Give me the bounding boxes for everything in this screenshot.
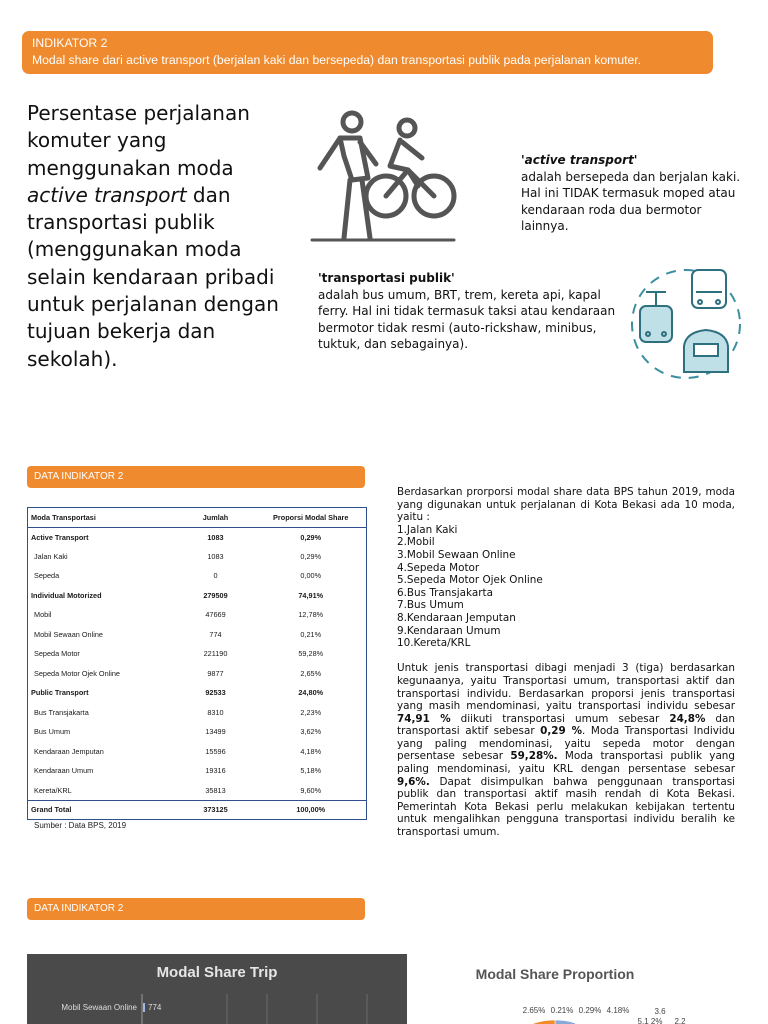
cell-jumlah: 35813: [205, 785, 226, 795]
pie-slice: [555, 1020, 576, 1024]
analysis-conclusion: [397, 662, 735, 838]
conclusion-bold: 74,91 %: [397, 712, 451, 725]
definition-public-term: 'transportasi publik': [318, 271, 455, 285]
list-item: 10.Kereta/KRL: [397, 637, 471, 650]
list-item: 5.Sepeda Motor Ojek Online: [397, 574, 543, 587]
table-row: [28, 800, 367, 820]
indicator-banner: [22, 31, 713, 74]
pedestrian-and-cyclist-icon: [304, 108, 458, 243]
table-row: [28, 683, 367, 703]
slice-label: 3.6: [654, 1007, 666, 1016]
cell-moda: Public Transport: [31, 688, 89, 698]
conclusion-part: Untuk jenis transportasi dibagi menjadi 3 (tiga) berdasarkan kegunaanya, yaitu Transportasi umum, transportasi aktif dan transportasi individu. Berdasarkan proporsi jenis transportasi yang masih mendominasi, yaitu transportasi individu sebesar: [397, 662, 735, 713]
cell-proporsi: 0,29%: [300, 551, 322, 561]
trip-chart-title: Modal Share Trip: [156, 964, 278, 981]
cell-moda: Jalan Kaki: [28, 547, 176, 567]
cell-jumlah: 373125: [176, 800, 256, 820]
cell-proporsi: 0,00%: [300, 571, 322, 581]
public-transit-icon: [626, 262, 746, 386]
cell-proporsi: 24,80%: [298, 688, 324, 698]
cell-proporsi: 100,00%: [256, 800, 367, 820]
conclusion-bold: 24,8%: [669, 712, 706, 725]
cell-moda: Grand Total: [28, 800, 176, 820]
cell-jumlah: 92533: [205, 688, 226, 698]
list-item: 3.Mobil Sewaan Online: [397, 548, 516, 561]
header-moda: Moda Transportasi: [28, 508, 176, 528]
cell-proporsi: 0,29%: [300, 532, 322, 542]
conclusion-part: Moda transportasi publik yang paling mendominasi, yaitu KRL dengan persentase sebesar: [397, 750, 735, 776]
conclusion-bold: 0,29 %: [540, 725, 583, 738]
cell-moda: Mobil Sewaan Online: [28, 625, 176, 645]
cell-jumlah: 221190: [203, 649, 228, 659]
cell-moda: Kendaraan Umum: [28, 761, 176, 781]
cell-jumlah: 13499: [205, 727, 226, 737]
cell-proporsi: 2,65%: [300, 668, 322, 678]
analysis-text: [397, 486, 735, 839]
cell-moda: Bus Transjakarta: [28, 703, 176, 723]
cell-moda: Individual Motorized: [31, 590, 102, 600]
pie-slice: [532, 1020, 556, 1024]
table-row: [28, 644, 367, 664]
cell-jumlah: 8310: [207, 707, 224, 717]
cell-proporsi: 0,21%: [300, 629, 322, 639]
cell-proporsi: 74,91%: [298, 590, 324, 600]
list-item: 2.Mobil: [397, 536, 435, 549]
slice-label: 0.21%: [550, 1006, 574, 1015]
cell-proporsi: 59,28%: [298, 649, 324, 659]
conclusion-part: diikuti transportasi umum sebesar: [450, 712, 670, 725]
list-item: 1.Jalan Kaki: [397, 523, 458, 536]
proportion-chart-title: Modal Share Proportion: [475, 966, 635, 982]
table-row: [28, 605, 367, 625]
cell-proporsi: 12,78%: [298, 610, 324, 620]
cell-moda: Kendaraan Jemputan: [28, 742, 176, 762]
cell-jumlah: 19316: [205, 766, 226, 776]
cell-jumlah: 0: [213, 571, 218, 581]
conclusion-bold: 59,28%.: [510, 750, 558, 763]
intro-text-1: Persentase perjalanan komuter yang menggunakan moda: [27, 101, 250, 180]
table-row: [28, 722, 367, 742]
table-row: [28, 742, 367, 762]
definition-active-transport: [521, 152, 751, 235]
section-header-data-1: DATA INDIKATOR 2: [27, 466, 365, 488]
cell-proporsi: 5,18%: [300, 766, 322, 776]
conclusion-part: dan transportasi aktif sebesar: [397, 712, 735, 738]
cell-moda: Kereta/KRL: [28, 781, 176, 801]
table-source: Sumber : Data BPS, 2019: [34, 821, 127, 830]
slice-label: 0.29%: [578, 1006, 602, 1015]
table-row: [28, 625, 367, 645]
list-item: 9.Kendaraan Umum: [397, 624, 501, 637]
bar: [143, 1003, 145, 1012]
header-proporsi: Proporsi Modal Share: [256, 508, 367, 528]
conclusion-bold: 9,6%.: [397, 775, 430, 788]
cell-moda: Sepeda Motor: [28, 644, 176, 664]
modal-share-table: [27, 507, 367, 820]
table-row: [28, 664, 367, 684]
definition-active-term: 'active transport': [521, 153, 638, 167]
header-jumlah: Jumlah: [176, 508, 256, 528]
list-item: 4.Sepeda Motor: [397, 561, 480, 574]
cell-moda: Sepeda Motor Ojek Online: [28, 664, 176, 684]
cell-proporsi: 4,18%: [300, 746, 322, 756]
slice-label: 2.65%: [522, 1006, 546, 1015]
cell-moda: Sepeda: [28, 566, 176, 586]
indicator-description: Modal share dari active transport (berjalan kaki dan bersepeda) dan transportasi publik pada perjalanan komuter.: [32, 53, 642, 67]
table-row: [28, 586, 367, 606]
table-row: [28, 527, 367, 547]
table-row: [28, 547, 367, 567]
list-item: 7.Bus Umum: [397, 599, 464, 612]
table-header-row: [28, 508, 367, 528]
tick-label: Mobil Sewaan Online: [61, 1003, 137, 1012]
section-header-data-2: DATA INDIKATOR 2: [27, 898, 365, 920]
conclusion-part: . Moda Transportasi Individu yang paling mendominasi, yaitu sepeda motor dengan persentase sebesar: [397, 725, 735, 763]
definition-active-text: adalah bersepeda dan berjalan kaki. Hal ini TIDAK termasuk moped atau kendaraan roda dua bermotor lainnya.: [521, 169, 741, 233]
cell-proporsi: 9,60%: [300, 785, 322, 795]
cell-jumlah: 9877: [207, 668, 224, 678]
slice-label: 4.18%: [606, 1006, 630, 1015]
indicator-label: INDIKATOR 2: [32, 36, 108, 50]
conclusion-part: Dapat disimpulkan bahwa penggunaan transportasi publik dan transportasi aktif masih rendah di Kota Bekasi. Pemerintah Kota Bekasi perlu melakukan kebijakan tertentu untuk mengalihkan pengguna transportasi individu beralih ke transportasi umum.: [397, 775, 735, 839]
intro-text-2: dan transportasi publik (menggunakan moda selain kendaraan pribadi untuk perjalanan dengan tujuan bekerja dan sekolah).: [27, 182, 279, 371]
slice-label: 5.1 2%: [637, 1017, 663, 1024]
table-body: [28, 527, 367, 820]
cell-jumlah: 1083: [207, 551, 224, 561]
cell-moda: Active Transport: [31, 532, 89, 542]
cell-proporsi: 2,23%: [300, 707, 322, 717]
table-row: [28, 566, 367, 586]
cell-moda: Mobil: [28, 605, 176, 625]
table-row: [28, 781, 367, 801]
table-row: [28, 703, 367, 723]
cell-proporsi: 3,62%: [300, 727, 322, 737]
modal-share-trip-chart: [27, 954, 407, 1024]
definition-public-text: adalah bus umum, BRT, trem, kereta api, kapal ferry. Hal ini tidak termasuk taksi atau kendaraan bermotor tidak resmi (auto-rickshaw, minibus, tuktuk, dan sebagainya).: [318, 287, 616, 351]
modal-share-proportion-chart: [440, 958, 740, 1024]
slice-label: 2.2: [674, 1017, 686, 1024]
analysis-intro: Berdasarkan prorporsi modal share data BPS tahun 2019, moda yang digunakan untuk perjalanan di Kota Bekasi ada 10 moda, yaitu :: [397, 486, 735, 524]
cell-jumlah: 47669: [205, 610, 226, 620]
cell-moda: Bus Umum: [28, 722, 176, 742]
cell-jumlah: 279509: [203, 590, 228, 600]
cell-jumlah: 774: [209, 629, 222, 639]
proportion-chart-svg: [440, 958, 740, 1024]
definition-public-transport: [318, 270, 623, 353]
cell-jumlah: 15596: [205, 746, 226, 756]
intro-italic: active transport: [27, 182, 187, 207]
table-row: [28, 761, 367, 781]
data-label: 774: [148, 1003, 162, 1012]
list-item: 6.Bus Transjakarta: [397, 586, 493, 599]
mode-list: [397, 524, 735, 650]
list-item: 8.Kendaraan Jemputan: [397, 611, 516, 624]
cell-jumlah: 1083: [207, 532, 224, 542]
intro-statement: [27, 100, 297, 373]
trip-chart-svg: [27, 954, 407, 1024]
